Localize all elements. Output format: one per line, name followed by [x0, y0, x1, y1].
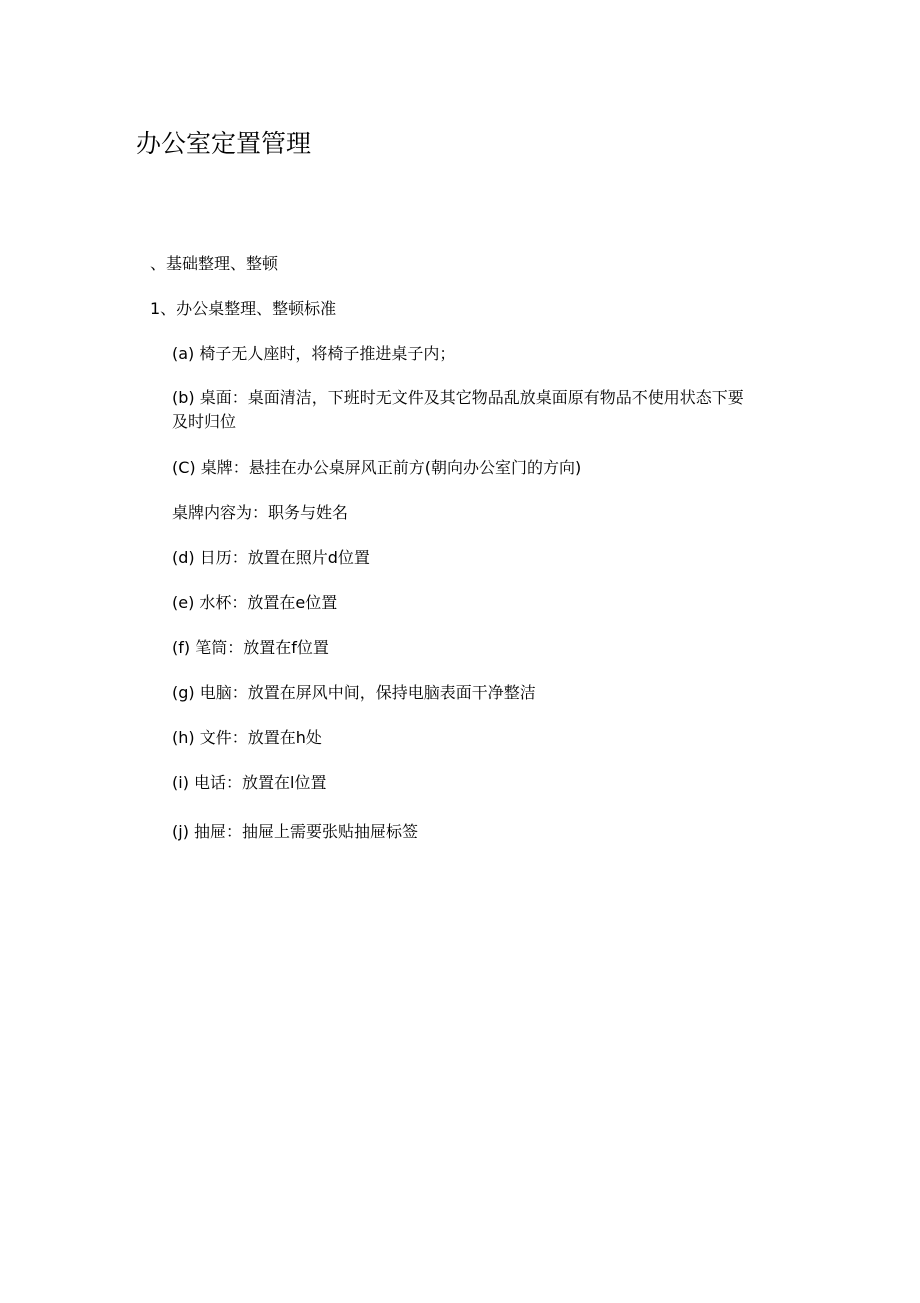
list-item: (g) 电脑：放置在屏风中间，保持电脑表面干净整洁 — [172, 683, 536, 702]
list-item: 桌牌内容为：职务与姓名 — [172, 503, 349, 522]
list-item: (h) 文件：放置在h处 — [172, 728, 322, 747]
list-item: (e) 水杯：放置在e位置 — [172, 593, 338, 612]
list-item: (j) 抽屉：抽屉上需要张贴抽屉标签 — [172, 822, 419, 841]
list-item: (f) 笔筒：放置在f位置 — [172, 638, 329, 657]
page-title: 办公室定置管理 — [136, 129, 312, 158]
section-heading: 、基础整理、整顿 — [150, 254, 279, 273]
list-item: (C) 桌牌：悬挂在办公桌屏风正前方(朝向办公室门的方向) — [172, 458, 582, 477]
list-item: (d) 日历：放置在照片d位置 — [172, 548, 370, 567]
list-item: (i) 电话：放置在l位置 — [172, 773, 327, 792]
subsection-heading: 1、办公桌整理、整顿标准 — [150, 299, 337, 318]
list-item: (a) 椅子无人座时，将椅子推进桌子内； — [172, 344, 456, 363]
list-item: (b) 桌面：桌面清洁，下班时无文件及其它物品乱放桌面原有物品不使用状态下要及时归位 — [172, 388, 744, 431]
